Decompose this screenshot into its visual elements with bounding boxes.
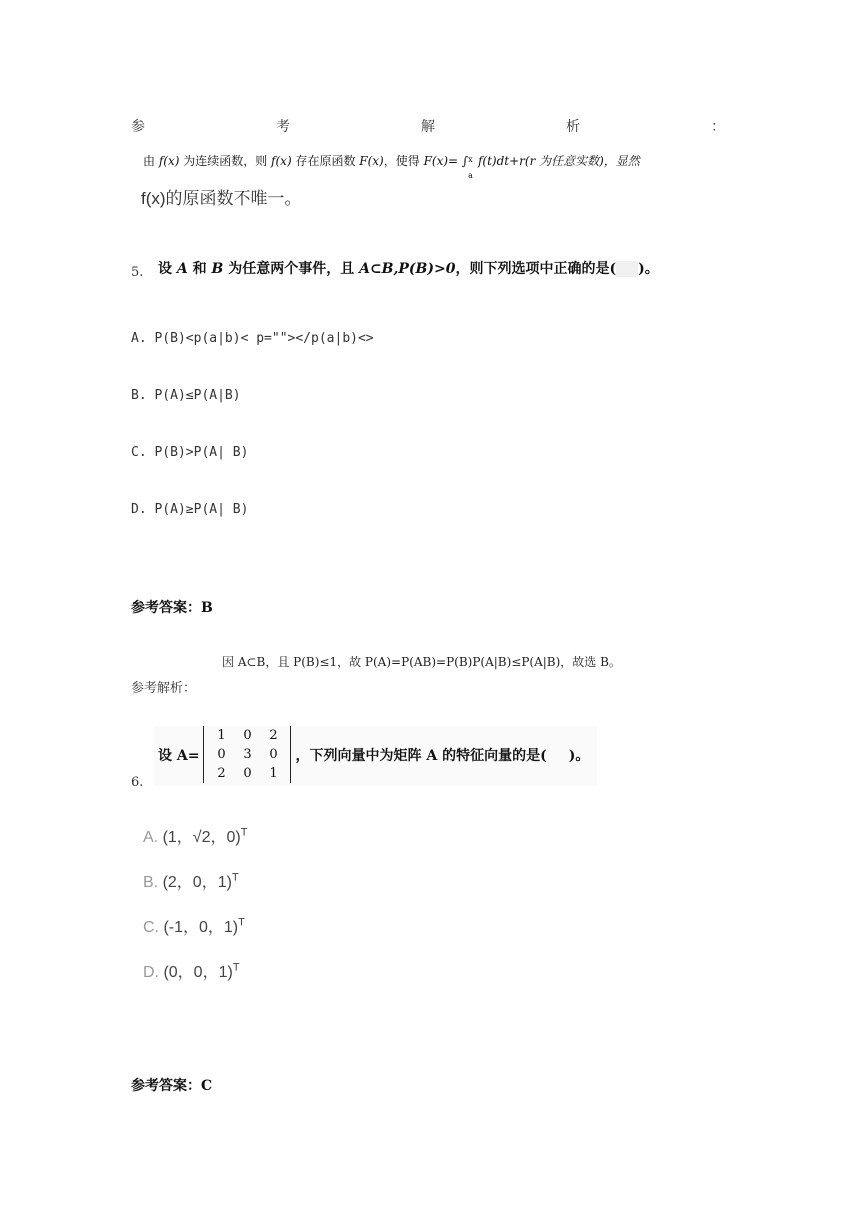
matrix-a: 1 0 2 0 3 0 2 0 1 <box>203 726 291 783</box>
question-5-text: 设 A 和 B 为任意两个事件，且 A⊂B,P(B)>0，则下列选项中正确的是( )。 <box>158 261 659 277</box>
q6-option-b: B. (2，0，1)$^T$ <box>143 871 239 891</box>
answer-6: 参考答案：C <box>131 1078 213 1094</box>
question-number: 6. <box>131 775 144 790</box>
q6-option-a: A. (1，√2，0)$^T$ <box>143 826 248 846</box>
answer-blank <box>616 261 638 277</box>
heading-char: ： <box>711 119 725 135</box>
option-a: A. P(B)<p(a|b)< p=""></p(a|b)<> <box>131 331 374 346</box>
question-6-text: 设 A= 1 0 2 0 3 0 2 0 1 ，下列向量中为矩阵 A 的特征向量的是( )。 <box>158 728 590 781</box>
q6-option-d: D. (0，0，1)$^T$ <box>143 961 240 981</box>
analysis-conclusion: f(x)的原函数不唯一。 <box>141 189 302 208</box>
heading-char: 参 <box>131 119 145 135</box>
answer-blank <box>547 747 569 763</box>
analysis-heading <box>131 116 725 136</box>
solution-5-label: 参考解析： <box>131 681 197 696</box>
heading-char: 解 <box>421 119 435 135</box>
option-c: C. P(B)>P(A| B) <box>131 445 249 460</box>
solution-5-formula: 因 A⊂B，且 P(B)≤1，故 P(A)=P(AB)=P(B)P(A|B)≤P(A|B)，故选 B。 <box>222 655 621 669</box>
option-d: D. P(A)≥P(A| B) <box>131 502 249 517</box>
question-number: 5. <box>131 265 144 280</box>
q6-option-c: C. (-1，0，1)$^T$ <box>143 916 245 936</box>
heading-char: 考 <box>276 119 290 135</box>
option-b: B. P(A)≤P(A|B) <box>131 388 241 403</box>
analysis-formula-line: 由 f(x) 为连续函数，则 f(x) 存在原函数 F(x)，使得 F(x)= ∫ x a f(t)dt+r(r 为任意实数)，显然 <box>143 154 640 180</box>
heading-char: 析 <box>566 119 580 135</box>
answer-5: 参考答案：B <box>131 600 213 616</box>
